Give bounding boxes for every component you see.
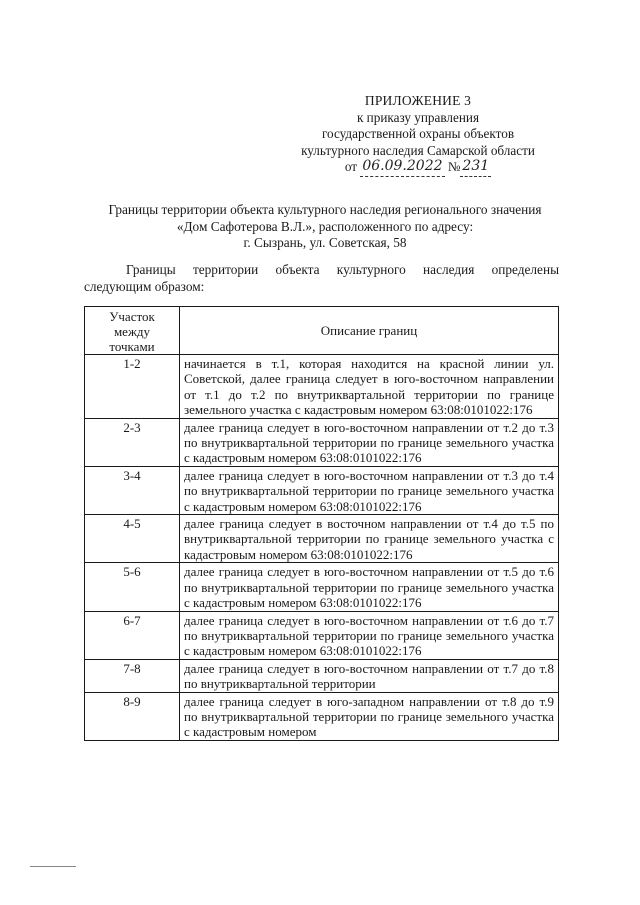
row-segment: 4-5 — [85, 515, 180, 563]
intro-paragraph: Границы территории объекта культурного наследия определены следующим образом: — [84, 262, 559, 294]
header-segment-line-1: Участок — [109, 309, 155, 324]
document-heading — [60, 202, 590, 252]
row-segment: 7-8 — [85, 659, 180, 692]
number-value: 231 — [462, 158, 490, 174]
row-description: далее граница следует в юго-западном направлении от т.8 до т.9 по внутриквартальной территории по границе земельного участка с кадастровым номером — [180, 692, 559, 740]
annex-line-1: к приказу управления — [356, 109, 480, 125]
header-description: Описание границ — [180, 307, 559, 355]
header-segment — [85, 307, 180, 355]
row-description: далее граница следует в юго-восточном направлении от т.5 до т.6 по внутриквартальной территории по границе земельного участка с кадастровым номером 63:08:0101022:176 — [180, 563, 559, 611]
heading-line-3: г. Сызрань, ул. Советская, 58 — [243, 235, 407, 250]
date-prefix: от — [344, 159, 358, 174]
row-description: далее граница следует в юго-восточном направлении от т.3 до т.4 по внутриквартальной территории по границе земельного участка с кадастровым номером 63:08:0101022:176 — [180, 466, 559, 514]
annex-date-line — [288, 159, 548, 177]
table-row — [85, 355, 559, 419]
table-row — [85, 611, 559, 659]
header-segment-line-2: между — [113, 324, 151, 339]
heading-line-1: Границы территории объекта культурного наследия регионального значения — [108, 202, 542, 217]
annex-block — [288, 93, 548, 177]
annex-title: ПРИЛОЖЕНИЕ 3 — [364, 93, 472, 108]
table-row — [85, 515, 559, 563]
row-segment: 5-6 — [85, 563, 180, 611]
row-segment: 6-7 — [85, 611, 180, 659]
table-row — [85, 659, 559, 692]
row-segment: 3-4 — [85, 466, 180, 514]
date-field — [360, 159, 444, 177]
row-description: далее граница следует в юго-восточном направлении от т.6 до т.7 по внутриквартальной территории по границе земельного участка с кадастровым номером 63:08:0101022:176 — [180, 611, 559, 659]
header-segment-line-3: точками — [109, 339, 155, 354]
annex-line-2: государственной охраны объектов — [321, 126, 515, 141]
row-description: далее граница следует в восточном направлении от т.4 до т.5 по внутриквартальной территории по границе земельного участка с кадастровым номером 63:08:0101022:176 — [180, 515, 559, 563]
row-segment: 2-3 — [85, 418, 180, 466]
row-description: начинается в т.1, которая находится на красной линии ул. Советской, далее граница следует в юго-восточном направлении от т.1 до т.2 по внутриквартальной территории по границе земельного участка с кадастровым номером 63:08:0101022:176 — [180, 355, 559, 419]
number-prefix: № — [447, 159, 461, 174]
date-value: 06.09.2022 — [362, 158, 443, 174]
table-row — [85, 418, 559, 466]
row-segment: 1-2 — [85, 355, 180, 419]
table-row — [85, 692, 559, 740]
boundaries-table — [84, 306, 559, 741]
heading-line-2: «Дом Сафотерова В.Л.», расположенного по адресу: — [176, 218, 474, 234]
table-row — [85, 466, 559, 514]
number-field — [460, 159, 491, 177]
row-description: далее граница следует в юго-восточном направлении от т.2 до т.3 по внутриквартальной территории по границе земельного участка с кадастровым номером 63:08:0101022:176 — [180, 418, 559, 466]
row-segment: 8-9 — [85, 692, 180, 740]
table-header-row — [85, 307, 559, 355]
page-edge-mark — [30, 866, 76, 867]
row-description: далее граница следует в юго-восточном направлении от т.7 до т.8 по внутриквартальной территории — [180, 659, 559, 692]
annex-line-3: культурного наследия Самарской области — [301, 142, 535, 158]
table-row — [85, 563, 559, 611]
